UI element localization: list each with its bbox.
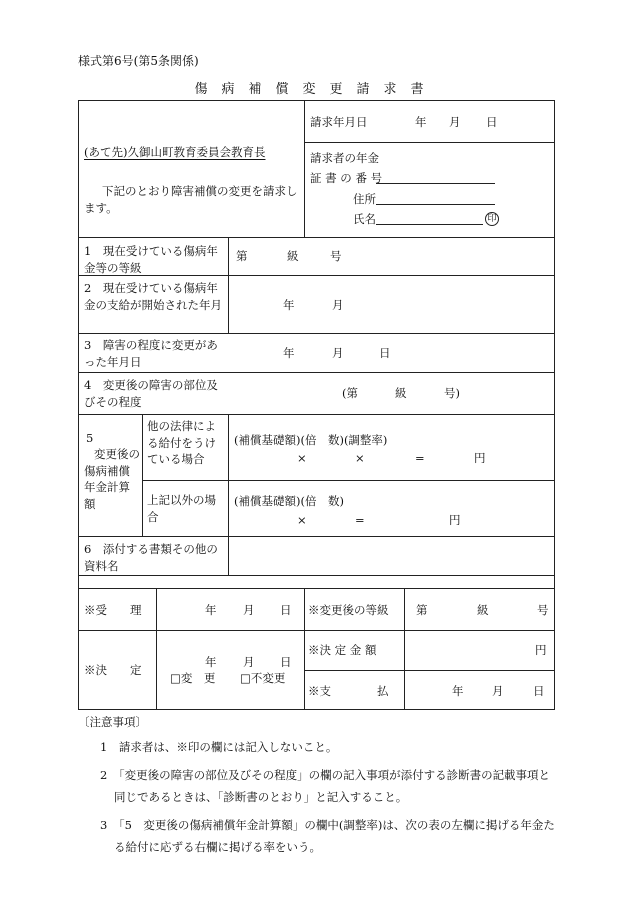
- column-divider: [142, 414, 143, 536]
- row5b-formula: (補償基礎額)(倍 数): [234, 494, 344, 508]
- row3-day: 日: [379, 346, 391, 360]
- table-border: [78, 709, 555, 710]
- row5a-equals: =: [415, 451, 425, 465]
- address-field[interactable]: [376, 193, 495, 205]
- row4-dai: (第: [342, 386, 358, 400]
- amount-yen: 円: [535, 643, 547, 657]
- table-border: [78, 100, 79, 710]
- row5-number: 5: [86, 431, 94, 445]
- form-title: 傷病補償変更請求書: [194, 82, 438, 97]
- row5a-label: 他の法律による給付をうけている場合: [147, 419, 216, 467]
- row4-kyu: 級: [395, 386, 407, 400]
- table-border: [554, 100, 555, 710]
- note-item: 1 請求者は、※印の欄には記入しないこと。: [100, 740, 338, 755]
- row-divider: [304, 670, 555, 671]
- decision-month: 月: [243, 655, 255, 669]
- row5b-yen: 円: [449, 513, 461, 527]
- row-divider: [78, 630, 555, 631]
- row-divider: [78, 414, 555, 415]
- row-divider: [78, 372, 555, 373]
- request-text: 下記のとおり障害補償の変更を請求します。: [84, 184, 298, 215]
- request-date-month: 月: [449, 115, 461, 129]
- note-item: 3 「5 変更後の傷病補償年金計算額」の欄中(調整率)は、次の表の左欄に掲げる年金たる給付に応ずる右欄に掲げる率をいう。: [100, 817, 555, 854]
- decision-label: ※決 定: [84, 663, 142, 677]
- payment-month: 月: [492, 684, 504, 698]
- row-divider: [78, 575, 555, 576]
- row5a-multiply-1: ×: [297, 451, 307, 465]
- pension-number-label-2: 証 書 の 番 号: [310, 171, 383, 185]
- row1-kyu: 級: [287, 249, 299, 263]
- row5a-yen: 円: [474, 451, 486, 465]
- row1-go: 号: [330, 249, 342, 263]
- row3-month: 月: [332, 346, 344, 360]
- row-divider: [78, 237, 555, 238]
- payment-day: 日: [533, 684, 545, 698]
- column-divider: [228, 414, 229, 575]
- notes-heading: 〔注意事項〕: [78, 715, 147, 729]
- row6-label: 6 添付する書類その他の資料名: [84, 542, 218, 573]
- row5b-label: 上記以外の場合: [147, 493, 216, 524]
- receipt-label: ※受 理: [84, 603, 142, 617]
- row5a-multiply-2: ×: [355, 451, 365, 465]
- grade-label: ※変更後の等級: [308, 603, 389, 617]
- payment-label: ※支 払: [308, 684, 389, 698]
- row-divider: [78, 536, 555, 537]
- row1-dai: 第: [236, 249, 248, 263]
- name-label: 氏名: [353, 212, 376, 226]
- row-divider: [142, 480, 555, 481]
- row5a-formula: (補償基礎額)(倍 数)(調整率): [234, 433, 388, 447]
- nochange-checkbox[interactable]: □不変更: [240, 671, 286, 685]
- receipt-month: 月: [243, 603, 255, 617]
- row3-label: 3 障害の程度に変更があった年月日: [84, 338, 218, 369]
- row1-label: 1 現在受けている傷病年金等の等級: [84, 244, 218, 275]
- row4-go: 号): [444, 386, 460, 400]
- column-divider: [304, 588, 305, 710]
- grade-dai: 第: [416, 603, 428, 617]
- row5b-multiply: ×: [297, 513, 307, 527]
- receipt-day: 日: [280, 603, 292, 617]
- grade-go: 号: [537, 603, 549, 617]
- notes-section: [78, 714, 558, 864]
- column-divider: [156, 588, 157, 710]
- request-date-year: 年: [415, 115, 427, 129]
- decision-day: 日: [280, 655, 292, 669]
- note-item: 2 「変更後の障害の部位及びその程度」の欄の記入事項が添付する診断書の記載事項と同じであるときは、「診断書のとおり」と記入すること。: [100, 768, 551, 804]
- row3-year: 年: [283, 346, 295, 360]
- payment-year: 年: [452, 684, 464, 698]
- change-checkbox[interactable]: □変 更: [170, 671, 216, 685]
- row4-label: 4 変更後の障害の部位及びその程度: [84, 378, 218, 409]
- row-divider: [78, 333, 555, 334]
- amount-label: ※決 定 金 額: [308, 643, 377, 657]
- name-field[interactable]: [376, 213, 483, 225]
- receipt-year: 年: [205, 603, 217, 617]
- column-divider: [304, 100, 305, 237]
- column-divider: [228, 237, 229, 333]
- column-divider: [404, 588, 405, 710]
- row5b-equals: =: [355, 513, 365, 527]
- row5-label: 変更後の傷病補償年金計算額: [84, 447, 140, 512]
- row2-month: 月: [332, 298, 344, 312]
- addressee: (あて先)久御山町教育委員会教育長: [84, 145, 266, 159]
- pension-number-field[interactable]: [376, 172, 495, 184]
- table-border: [78, 100, 555, 101]
- grade-kyu: 級: [477, 603, 489, 617]
- claim-form-table: [78, 100, 555, 710]
- row-divider: [78, 588, 555, 589]
- address-label: 住所: [353, 192, 376, 206]
- row2-label: 2 現在受けている傷病年金の支給が開始された年月: [84, 281, 222, 312]
- top-block-divider: [304, 142, 555, 143]
- request-date-label: 請求年月日: [310, 115, 368, 129]
- form-number: 様式第6号(第5条関係): [78, 54, 199, 68]
- decision-year: 年: [205, 655, 217, 669]
- seal-mark: 印: [485, 212, 499, 226]
- row2-year: 年: [283, 298, 295, 312]
- request-date-day: 日: [486, 115, 498, 129]
- pension-number-label: 請求者の年金: [310, 151, 379, 165]
